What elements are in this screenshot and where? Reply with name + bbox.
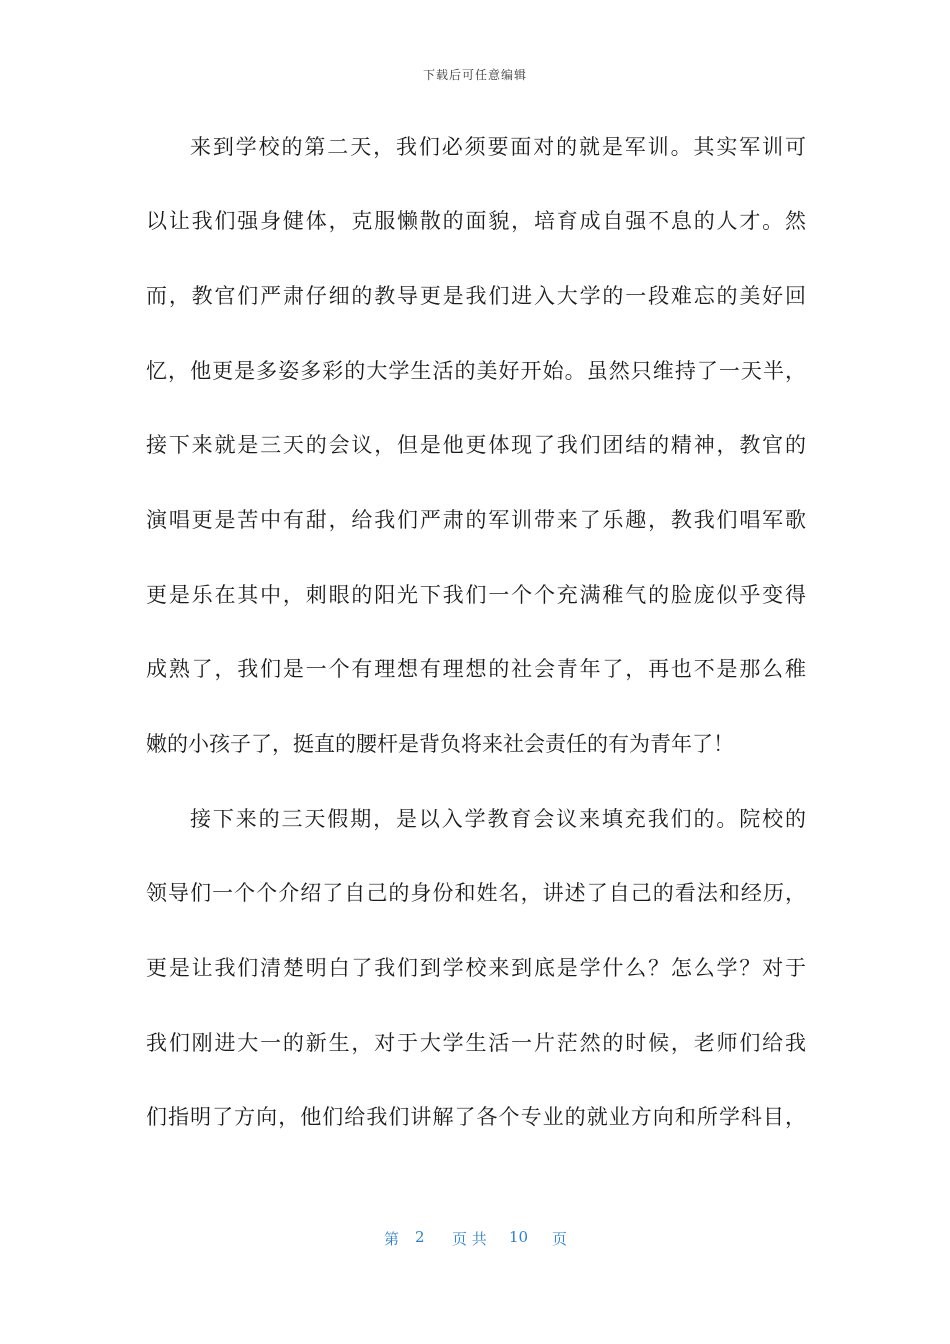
footer-current-page: 2	[415, 1228, 425, 1246]
text-line: 演唱更是苦中有甜，给我们严肃的军训带来了乐趣，教我们唱军歌	[146, 508, 806, 532]
page-header: 下载后可任意编辑	[422, 68, 527, 82]
footer-total-pages: 10	[509, 1228, 529, 1246]
text-line: 接下来就是三天的会议，但是他更体现了我们团结的精神，教官的	[146, 433, 806, 457]
text-line: 我们刚进大一的新生，对于大学生活一片茫然的时候，老师们给我	[146, 1031, 806, 1055]
footer-prefix: 第	[384, 1230, 400, 1248]
text-line: 更是乐在其中，刺眼的阳光下我们一个个充满稚气的脸庞似乎变得	[146, 583, 806, 607]
text-line: 领导们一个个介绍了自己的身份和姓名，讲述了自己的看法和经历，	[146, 881, 806, 905]
text-line: 以让我们强身健体，克服懒散的面貌，培育成自强不息的人才。然	[146, 209, 806, 233]
text-line: 成熟了，我们是一个有理想有理想的社会青年了，再也不是那么稚	[146, 657, 806, 681]
text-line: 接下来的三天假期，是以入学教育会议来填充我们的。院校的	[190, 807, 806, 831]
text-line: 们指明了方向，他们给我们讲解了各个专业的就业方向和所学科目，	[146, 1105, 806, 1129]
text-line: 忆，他更是多姿多彩的大学生活的美好开始。虽然只维持了一天半，	[146, 359, 806, 383]
text-line: 而，教官们严肃仔细的教导更是我们进入大学的一段难忘的美好回	[146, 284, 806, 308]
text-line: 嫩的小孩子了，挺直的腰杆是背负将来社会责任的有为青年了！	[146, 732, 734, 756]
footer-middle: 页 共	[452, 1230, 487, 1248]
text-line: 更是让我们清楚明白了我们到学校来到底是学什么？怎么学？对于	[146, 956, 806, 980]
page-footer	[0, 1228, 950, 1252]
text-line: 来到学校的第二天，我们必须要面对的就是军训。其实军训可	[190, 135, 806, 159]
footer-suffix: 页	[552, 1230, 568, 1248]
